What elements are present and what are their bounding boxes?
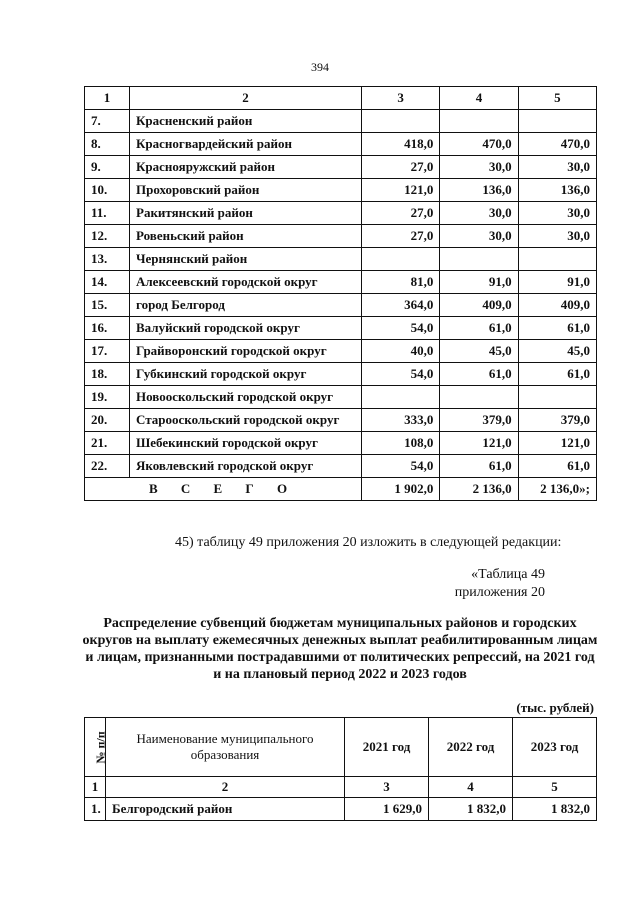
value-2021: 54,0	[362, 317, 440, 340]
value-2023: 470,0	[518, 133, 596, 156]
table-row	[85, 110, 597, 133]
value-2023: 61,0	[518, 317, 596, 340]
value-2021: 40,0	[362, 340, 440, 363]
value-2022: 136,0	[440, 179, 518, 202]
value-2022	[440, 386, 518, 409]
value-2021: 81,0	[362, 271, 440, 294]
row-number: 17.	[85, 340, 130, 363]
row-number: 12.	[85, 225, 130, 248]
row-name: Губкинский городской округ	[130, 363, 362, 386]
row-number: 21.	[85, 432, 130, 455]
row-name: Красногвардейский район	[130, 133, 362, 156]
row-name: Грайворонский городской округ	[130, 340, 362, 363]
value-2023	[518, 110, 596, 133]
row-name: Шебекинский городской округ	[130, 432, 362, 455]
total-row	[85, 478, 597, 501]
row-number: 19.	[85, 386, 130, 409]
value-2022: 61,0	[440, 317, 518, 340]
total-2022: 2 136,0	[440, 478, 518, 501]
value-2023: 91,0	[518, 271, 596, 294]
table-row	[85, 271, 597, 294]
value-2022: 61,0	[440, 455, 518, 478]
value-2021: 27,0	[362, 202, 440, 225]
value-2022: 30,0	[440, 202, 518, 225]
row-name: Прохоровский район	[130, 179, 362, 202]
value-2023: 30,0	[518, 225, 596, 248]
row-name: Ракитянский район	[130, 202, 362, 225]
col-number-header: № п/п	[85, 718, 106, 777]
row-name: город Белгород	[130, 294, 362, 317]
row-name: Чернянский район	[130, 248, 362, 271]
col-name-header: Наименование муниципального образования	[106, 718, 345, 777]
value-2022: 91,0	[440, 271, 518, 294]
col-index-1: 1	[85, 777, 106, 798]
col-2023-header: 2023 год	[513, 718, 597, 777]
row-name: Красненский район	[130, 110, 362, 133]
table-row	[85, 225, 597, 248]
table-title: Распределение субвенций бюджетам муниципальных районов и городских округов на выплату ежемесячных денежных выплат реабилитированным лицам и лицам, признанными пострадавшими от политических репрессий, на 2021 год и на плановый период 2022 и 2023 годов	[82, 616, 598, 682]
value-2022: 30,0	[440, 225, 518, 248]
total-2021: 1 902,0	[362, 478, 440, 501]
row-number: 22.	[85, 455, 130, 478]
value-2023	[518, 248, 596, 271]
subvention-table-continued	[84, 86, 597, 501]
value-2022: 121,0	[440, 432, 518, 455]
value-2022: 1 832,0	[429, 798, 513, 821]
value-2023: 45,0	[518, 340, 596, 363]
row-number: 20.	[85, 409, 130, 432]
row-number: 16.	[85, 317, 130, 340]
subvention-table-49	[84, 717, 597, 821]
table-row	[85, 179, 597, 202]
col-index-5: 5	[518, 87, 596, 110]
value-2021: 54,0	[362, 455, 440, 478]
col-index-3: 3	[362, 87, 440, 110]
total-2023: 2 136,0»;	[518, 478, 596, 501]
value-2022: 45,0	[440, 340, 518, 363]
row-name: Валуйский городской округ	[130, 317, 362, 340]
value-2021: 108,0	[362, 432, 440, 455]
col-index-2: 2	[130, 87, 362, 110]
row-number: 1.	[85, 798, 106, 821]
col-2022-header: 2022 год	[429, 718, 513, 777]
value-2023: 409,0	[518, 294, 596, 317]
value-2023: 121,0	[518, 432, 596, 455]
col-index-3: 3	[345, 777, 429, 798]
row-number: 8.	[85, 133, 130, 156]
value-2021	[362, 110, 440, 133]
value-2022: 379,0	[440, 409, 518, 432]
table-row	[85, 340, 597, 363]
amendment-instruction: 45) таблицу 49 приложения 20 изложить в следующей редакции:	[175, 535, 562, 550]
table-caption	[445, 566, 545, 602]
table-row	[85, 798, 597, 821]
table-row	[85, 363, 597, 386]
value-2023: 136,0	[518, 179, 596, 202]
table-row	[85, 455, 597, 478]
value-2023: 379,0	[518, 409, 596, 432]
caption-appendix: приложения 20	[454, 585, 545, 600]
table-row	[85, 432, 597, 455]
table-row	[85, 202, 597, 225]
value-2021	[362, 386, 440, 409]
value-2022: 61,0	[440, 363, 518, 386]
row-name: Яковлевский городской округ	[130, 455, 362, 478]
col-index-1: 1	[85, 87, 130, 110]
row-number: 18.	[85, 363, 130, 386]
row-name: Белгородский район	[106, 798, 345, 821]
row-name: Алексеевский городской округ	[130, 271, 362, 294]
value-2021: 418,0	[362, 133, 440, 156]
table-row	[85, 294, 597, 317]
header-row	[85, 718, 597, 777]
row-name: Ровеньский район	[130, 225, 362, 248]
value-2021: 364,0	[362, 294, 440, 317]
value-2023	[518, 386, 596, 409]
value-2022: 30,0	[440, 156, 518, 179]
units-label: (тыс. рублей)	[516, 700, 594, 715]
row-name: Старооскольский городской округ	[130, 409, 362, 432]
table-row	[85, 386, 597, 409]
value-2021: 27,0	[362, 156, 440, 179]
value-2022: 470,0	[440, 133, 518, 156]
value-2021: 1 629,0	[345, 798, 429, 821]
row-number: 13.	[85, 248, 130, 271]
row-number: 11.	[85, 202, 130, 225]
table-row	[85, 156, 597, 179]
table-row	[85, 317, 597, 340]
row-number: 10.	[85, 179, 130, 202]
value-2023: 61,0	[518, 363, 596, 386]
value-2023: 1 832,0	[513, 798, 597, 821]
value-2021: 333,0	[362, 409, 440, 432]
value-2021: 121,0	[362, 179, 440, 202]
table-row	[85, 248, 597, 271]
value-2022	[440, 110, 518, 133]
col-index-2: 2	[106, 777, 345, 798]
value-2021	[362, 248, 440, 271]
value-2023: 30,0	[518, 202, 596, 225]
col-index-5: 5	[513, 777, 597, 798]
row-number: 14.	[85, 271, 130, 294]
row-number: 9.	[85, 156, 130, 179]
table-row	[85, 133, 597, 156]
value-2023: 61,0	[518, 455, 596, 478]
col-index-4: 4	[440, 87, 518, 110]
value-2022	[440, 248, 518, 271]
row-number: 7.	[85, 110, 130, 133]
col-index-4: 4	[429, 777, 513, 798]
row-number: 15.	[85, 294, 130, 317]
col-2021-header: 2021 год	[345, 718, 429, 777]
column-index-row	[85, 777, 597, 798]
value-2023: 30,0	[518, 156, 596, 179]
total-label: В С Е Г О	[85, 478, 362, 501]
row-name: Новооскольский городской округ	[130, 386, 362, 409]
table-row	[85, 409, 597, 432]
value-2021: 54,0	[362, 363, 440, 386]
column-index-row	[85, 87, 597, 110]
value-2021: 27,0	[362, 225, 440, 248]
caption-table-number: «Таблица 49	[471, 567, 545, 582]
page-number: 394	[311, 60, 329, 74]
value-2022: 409,0	[440, 294, 518, 317]
row-name: Краснояружский район	[130, 156, 362, 179]
